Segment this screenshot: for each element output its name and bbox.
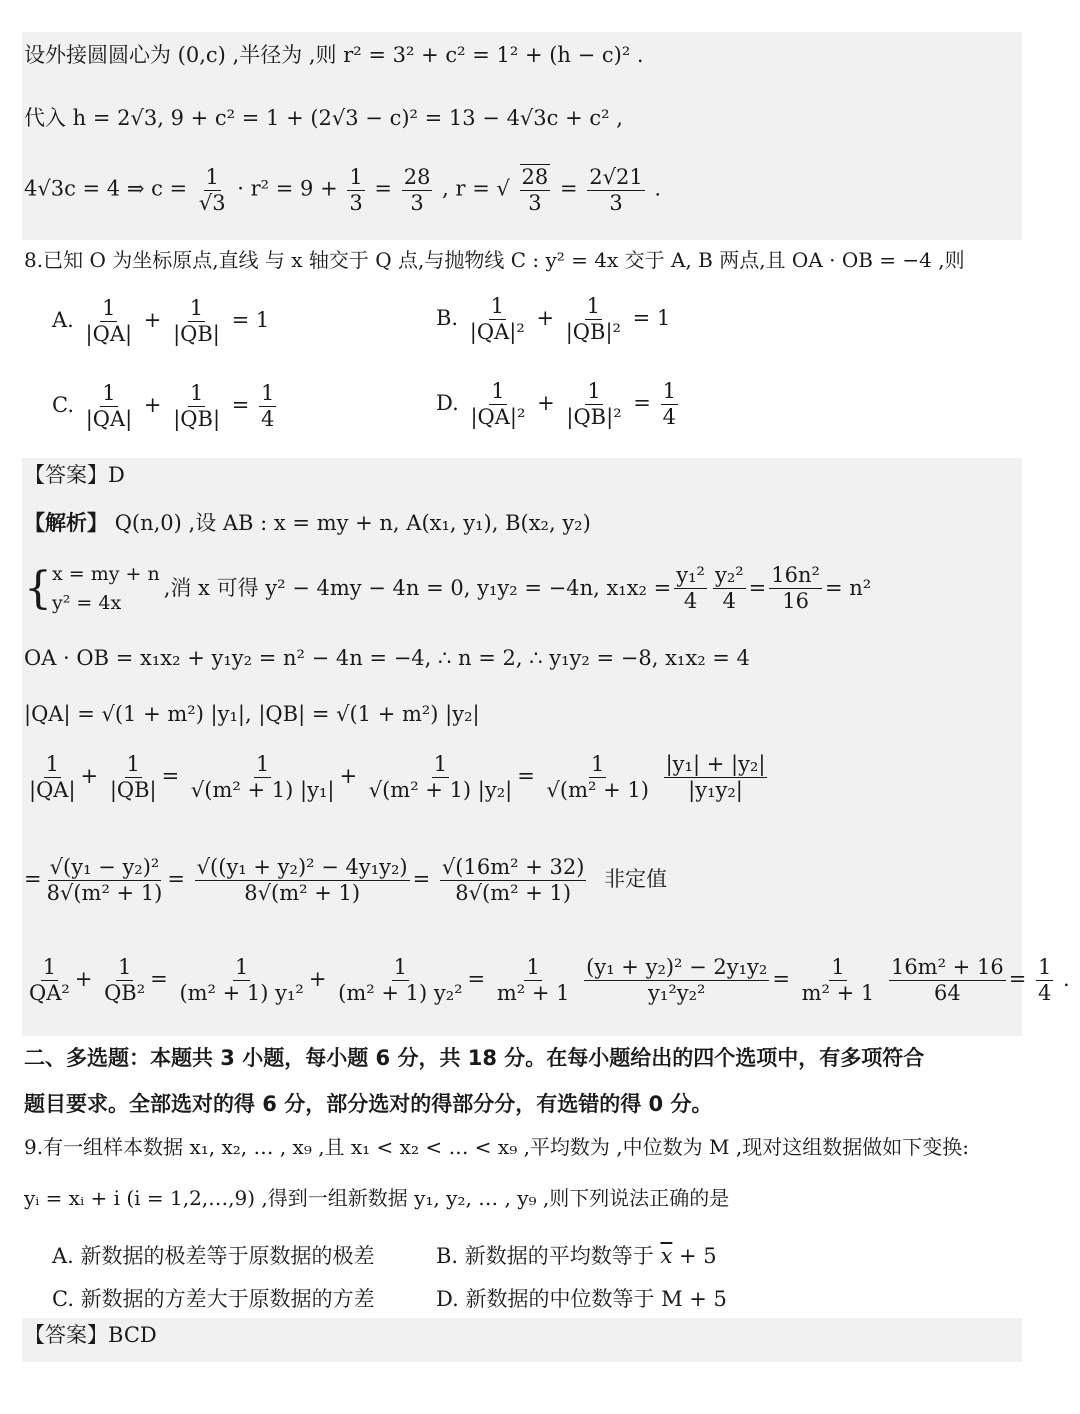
- sol7-l3j: , r = √: [442, 176, 510, 201]
- q9-option-c: C. 新数据的方差大于原数据的方差: [52, 1287, 375, 1311]
- q8-analysis-line3: OA · OB = x₁x₂ + y₁y₂ = n² − 4n = −4, ∴ n = 2, ∴ y₁y₂ = −8, x₁x₂ = 4: [24, 646, 750, 670]
- sol7-frac3: $\frac{28}{3}$: [403, 164, 431, 215]
- not-constant-note: 非定值: [604, 867, 668, 892]
- q8-analysis-line6: = $\frac{\text{√(y₁ − y₂)²}}{\text{8√(m² + 1)}}$ = $\frac{\text{√((y₁ + y₂)² − 4y₁y₂)}}{\text{8√(m² + 1)}}$ = $\frac{\text{√(16m² + 32)}}{\text{8√(m² + 1)}}$ 非定值: [24, 855, 668, 906]
- q9-answer: 【答案】BCD: [24, 1323, 157, 1347]
- q8-option-d: D. $\frac{1}{\text{|QA|²}}$ + $\frac{1}{\text{|QB|²}}$ = $\frac{1}{4}$: [436, 379, 676, 430]
- a2-frac1: $\frac{\text{y₁²}}{4}$: [676, 562, 705, 613]
- q8-analysis-line5: $\frac{1}{|QA|}$ + $\frac{1}{|QB|}$ = $\frac{1}{\text{√(m² + 1) |y₁|}}$ + $\frac{1}{\text{√(m² + 1) |y₂|}}$ = $\frac{1}{\text{√(m² + 1)}}$ $\frac{\text{|y₁| + |y₂|}}{\text{|y₁y₂|}}$: [29, 752, 766, 803]
- analysis-label: 【解析】: [24, 510, 108, 535]
- analysis-a1: Q(n,0) ,设 AB : x = my + n, A(x₁, y₁), B(x₂, y₂): [114, 511, 591, 535]
- system-eq1: x = my + n: [52, 563, 160, 585]
- q9-option-b: B. 新数据的平均数等于 $\overline{x} + 5$: [436, 1244, 717, 1268]
- analysis-a2: ,消 x 可得 y² − 4my − 4n = 0, y₁y₂ = −4n, x₁x₂ =: [163, 576, 672, 600]
- system-brace: {: [24, 562, 52, 614]
- q8-answer: 【答案】D: [24, 463, 125, 487]
- sol7-l3p: .: [654, 176, 662, 201]
- sol7-l3m: =: [559, 176, 578, 201]
- section2-heading-line1: 二、多选题：本题共 3 小题，每小题 6 分，共 18 分。在每小题给出的四个选项中，有多项符合: [24, 1046, 925, 1070]
- band-answer8: [22, 458, 1022, 1036]
- q8-analysis-line1: [24, 512, 591, 534]
- system-eq2: y² = 4x: [52, 591, 122, 614]
- q9-stem-line2: yᵢ = xᵢ + i (i = 1,2,…,9) ,得到一组新数据 y₁, y₂, … , y₉ ,则下列说法正确的是: [24, 1186, 730, 1210]
- q8-option-a: A. $\frac{1}{|QA|}$ + $\frac{1}{|QB|}$ = 1: [52, 296, 270, 347]
- q8-analysis-line4: |QA| = √(1 + m²) |y₁|, |QB| = √(1 + m²) |y₂|: [24, 702, 480, 726]
- sol7-line3: [24, 164, 661, 216]
- q9-option-a: A. 新数据的极差等于原数据的极差: [52, 1244, 375, 1268]
- sol7-l3g: =: [374, 176, 393, 201]
- q9-option-d: D. 新数据的中位数等于 M + 5: [436, 1287, 727, 1311]
- a2-frac3: $\frac{\text{16n²}}{16}$: [771, 562, 820, 613]
- q8-analysis-line7: $\frac{1}{\text{QA²}}$ + $\frac{1}{\text{QB²}}$ = $\frac{1}{\text{(m² + 1) y₁²}}$ + $\frac{1}{\text{(m² + 1) y₂²}}$ = $\frac{1}{\text{m² + 1}}$ $\frac{\text{(y₁ + y₂)² − 2y₁y₂}}{\text{y₁²y₂²}}$ = $\frac{1}{\text{m² + 1}}$ $\frac{\text{16m² + 16}}{64}$ = $\frac{1}{4}$ .: [29, 955, 1070, 1006]
- sol7-frac2: $\frac{1}{3}$: [349, 164, 363, 215]
- sol7-line2: 代入 h = 2√3, 9 + c² = 1 + (2√3 − c)² = 13 − 4√3c + c² ,: [24, 106, 623, 130]
- sol7-l3a: 4√3c = 4 ⇒ c =: [24, 176, 188, 201]
- a2-frac2: $\frac{\text{y₂²}}{4}$: [714, 562, 744, 613]
- x-bar-symbol: $\overline{x}$: [660, 1244, 673, 1268]
- sol7-line1: 设外接圆圆心为 (0,c) ,半径为 ,则 r² = 3² + c² = 1² + (h − c)² .: [24, 43, 644, 67]
- sol7-frac1: $\frac{1}{√3}$: [198, 164, 226, 215]
- q9-stem-line1: 9.有一组样本数据 x₁, x₂, … , x₉ ,且 x₁ < x₂ < … < x₉ ,平均数为 ,中位数为 M ,现对这组数据做如下变换:: [24, 1135, 969, 1159]
- q8-analysis-line2: { x = my + n y² = 4x ,消 x 可得 y² − 4my − 4n = 0, y₁y₂ = −4n, x₁x₂ = $\frac{\text{y₁²}}{4}$ $\frac{\text{y₂²}}{4}$ = $\frac{\text{16n²}}{16}$ = n²: [24, 560, 871, 617]
- q8-stem: 8.已知 O 为坐标原点,直线 与 x 轴交于 Q 点,与抛物线 C : y² = 4x 交于 A, B 两点,且 OA · OB = −4 ,则: [24, 248, 965, 272]
- sol7-l3d: · r² = 9 +: [237, 176, 338, 201]
- sol7-frac4: $\frac{28}{3}$: [521, 165, 549, 216]
- section2-heading-line2: 题目要求。全部选对的得 6 分，部分选对的得部分分，有选错的得 0 分。: [24, 1092, 713, 1116]
- q8-option-c: C. $\frac{1}{|QA|}$ + $\frac{1}{|QB|}$ = $\frac{1}{4}$: [52, 381, 275, 432]
- band-answer9: [22, 1318, 1022, 1362]
- q8-option-b: B. $\frac{1}{\text{|QA|²}}$ + $\frac{1}{\text{|QB|²}}$ = 1: [436, 294, 671, 345]
- sol7-frac5: $\frac{2√21}{3}$: [589, 164, 643, 215]
